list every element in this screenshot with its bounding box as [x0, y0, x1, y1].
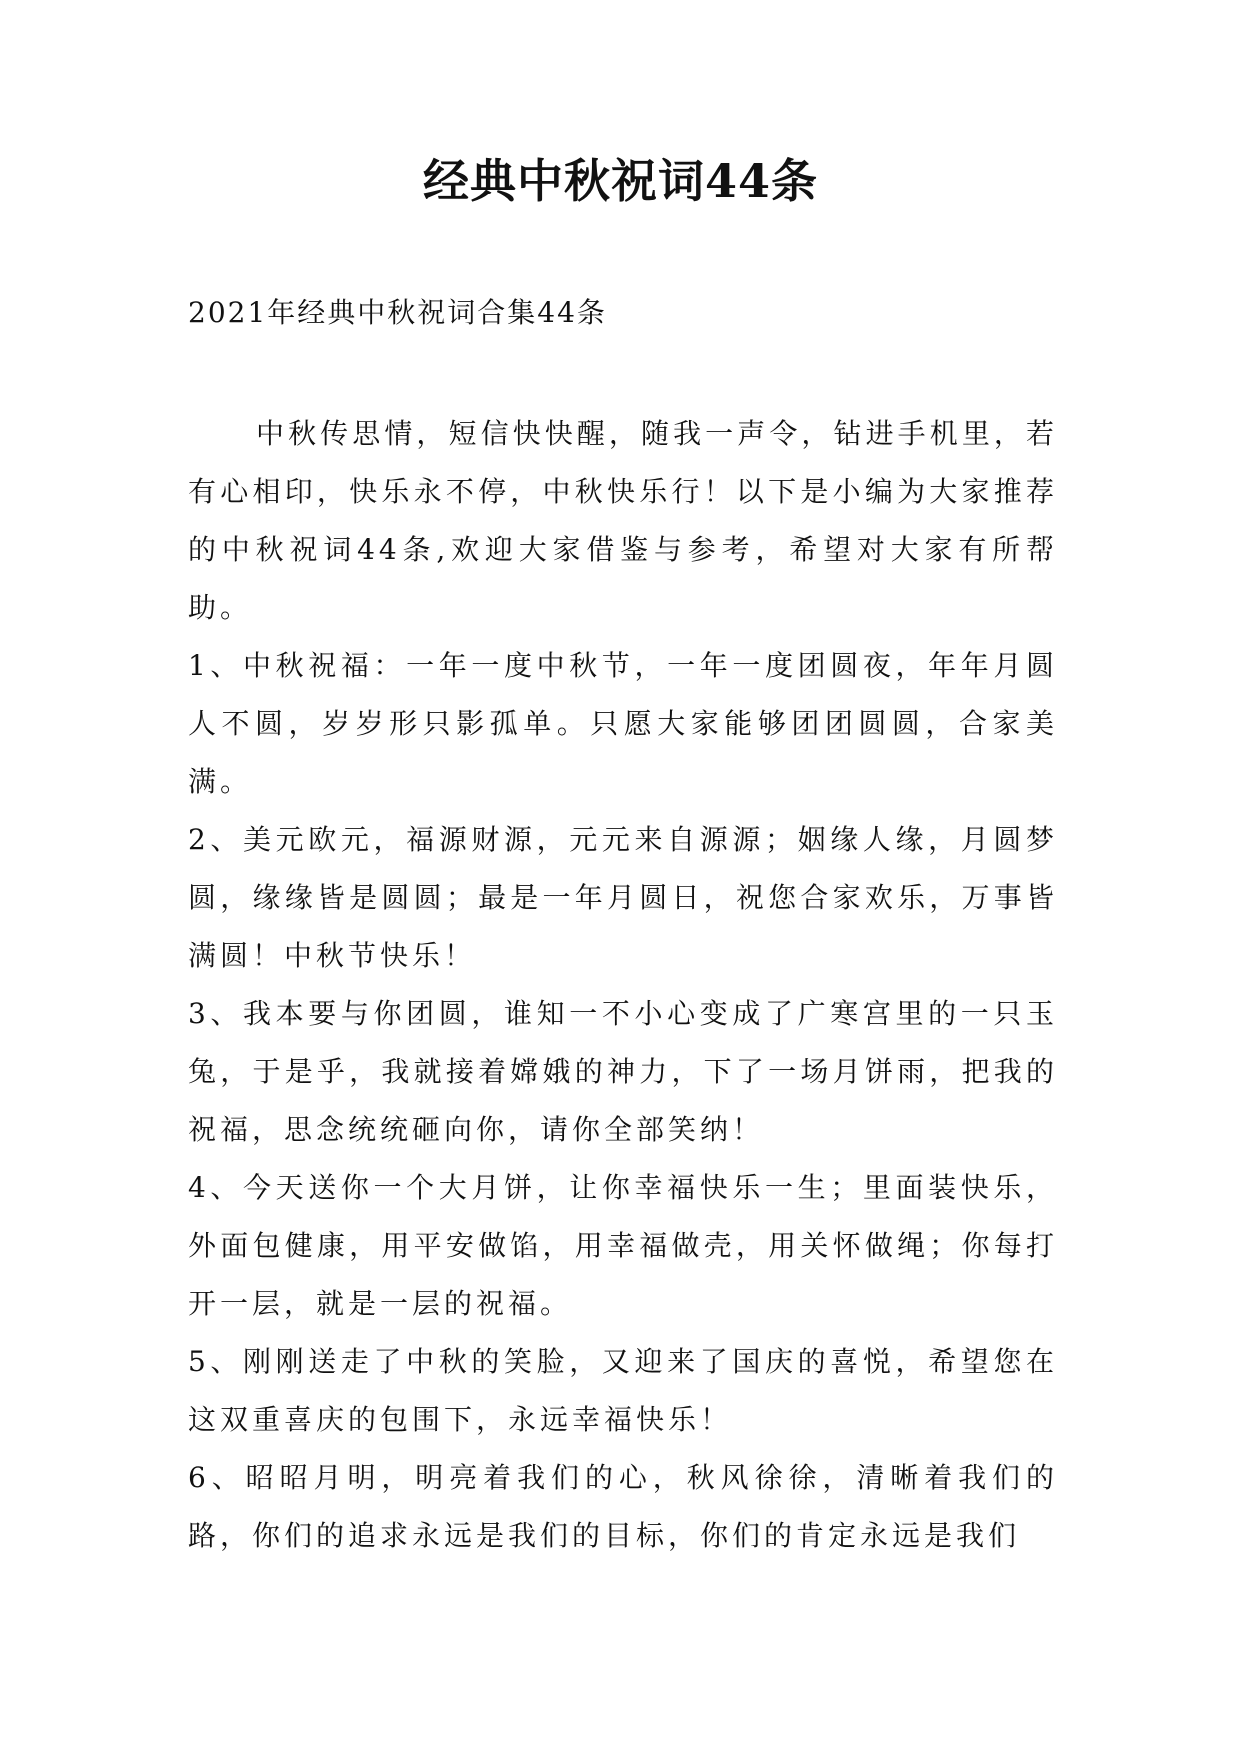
wish-item-6: 6、昭昭月明，明亮着我们的心，秋风徐徐，清晰着我们的路，你们的追求永远是我们的目标，你们的肯定永远是我们 — [188, 1461, 1058, 1552]
intro-paragraph: 中秋传思情，短信快快醒，随我一声令，钻进手机里，若有心相印，快乐永不停，中秋快乐行！以下是小编为大家推荐的中秋祝词44条,欢迎大家借鉴与参考，希望对大家有所帮助。 — [188, 417, 1058, 624]
wish-item-3: 3、我本要与你团圆，谁知一不小心变成了广寒宫里的一只玉兔，于是乎，我就接着嫦娥的神力，下了一场月饼雨，把我的祝福，思念统统砸向你，请你全部笑纳！ — [188, 997, 1058, 1146]
wish-item-4: 4、今天送你一个大月饼，让你幸福快乐一生；里面装快乐，外面包健康，用平安做馅，用幸福做壳，用关怀做绳；你每打开一层，就是一层的祝福。 — [188, 1171, 1058, 1320]
wish-item-1: 1、中秋祝福：一年一度中秋节，一年一度团圆夜，年年月圆人不圆，岁岁形只影孤单。只愿大家能够团团圆圆，合家美满。 — [188, 649, 1058, 798]
wish-item-2: 2、美元欧元，福源财源，元元来自源源；姻缘人缘，月圆梦圆，缘缘皆是圆圆；最是一年月圆日，祝您合家欢乐，万事皆满圆！中秋节快乐！ — [188, 823, 1058, 972]
document-body — [188, 405, 1058, 1565]
document-title: 经典中秋祝词44条 — [422, 154, 818, 208]
document-subtitle: 2021年经典中秋祝词合集44条 — [188, 296, 607, 329]
wish-item-5: 5、刚刚送走了中秋的笑脸，又迎来了国庆的喜悦，希望您在这双重喜庆的包围下，永远幸福快乐！ — [188, 1345, 1058, 1436]
